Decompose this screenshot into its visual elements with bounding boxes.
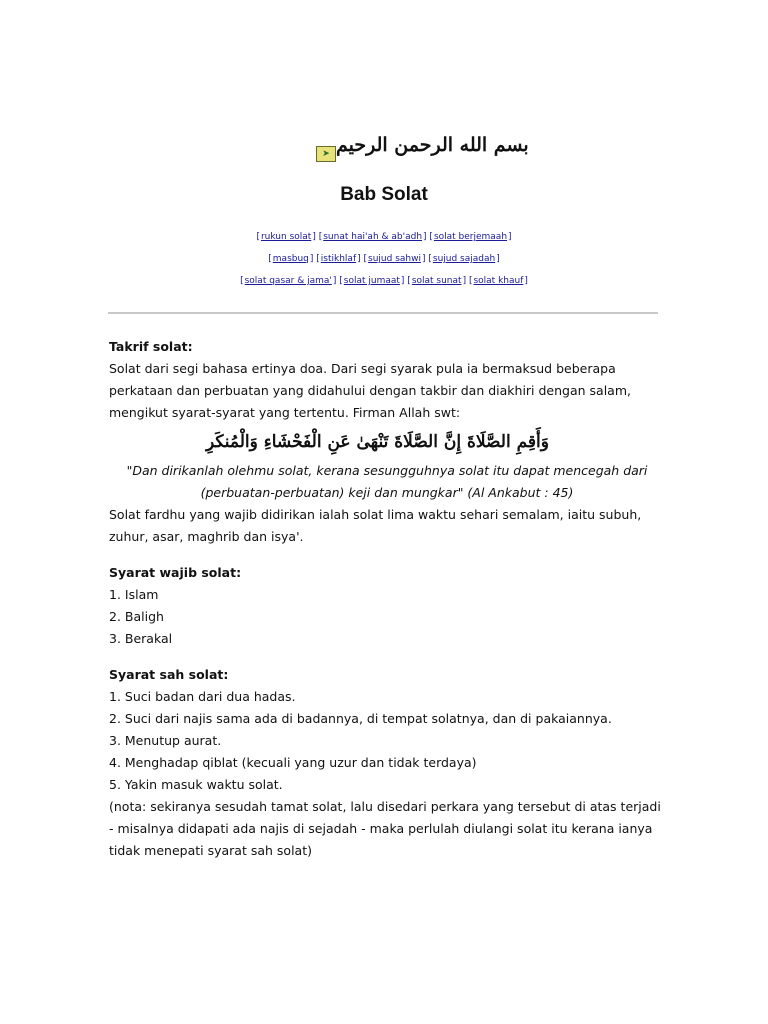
bismillah-arabic: بسم الله الرحمن الرحيم	[336, 134, 529, 156]
nota-paragraph: (nota: sekiranya sesudah tamat solat, lalu disedari perkara yang tersebut di atas terjadi - misalnya didapati ada najis di sejadah - maka perlulah diulangi solat itu kerana ianya tidak menepati syarat sah solat)	[109, 799, 661, 858]
nav-row-1: [rukun solat] [sunat hai'ah & ab'adh] [solat berjemaah]	[256, 232, 512, 242]
nav-link-solat-sunat[interactable]: solat sunat	[411, 276, 462, 286]
nav-link-solat-qasar-jama[interactable]: solat qasar & jama'	[244, 276, 332, 286]
nav-link-solat-jumaat[interactable]: solat jumaat	[343, 276, 400, 286]
arrow-badge-icon: ➤	[316, 146, 336, 162]
list-item: 3. Berakal	[109, 631, 173, 646]
syarat-sah-heading: Syarat sah solat:	[109, 667, 229, 682]
nav-link-solat-khauf[interactable]: solat khauf	[473, 276, 524, 286]
list-item: 4. Menghadap qiblat (kecuali yang uzur dan tidak terdaya)	[109, 755, 477, 770]
nav-link-rukun-solat[interactable]: rukun solat	[260, 232, 312, 242]
article-body	[109, 336, 665, 862]
verse-arabic: وَأَقِمِ الصَّلَاةَ إِنَّ الصَّلَاةَ تَنْهَىٰ عَنِ الْفَحْشَاءِ وَالْمُنكَرِ	[205, 432, 549, 452]
fardhu-paragraph: Solat fardhu yang wajib didirikan ialah solat lima waktu sehari semalam, iaitu subuh, zuhur, asar, maghrib dan isya'.	[109, 507, 642, 544]
bismillah-calligraphy	[316, 126, 529, 164]
nav-link-istikhlaf[interactable]: istikhlaf	[320, 254, 357, 264]
page-title: Bab Solat	[340, 184, 428, 205]
list-item: 1. Suci badan dari dua hadas.	[109, 689, 296, 704]
verse-translation: "Dan dirikanlah olehmu solat, kerana sesungguhnya solat itu dapat mencegah dari (perbuatan-perbuatan) keji dan mungkar" (Al Ankabut : 45)	[126, 463, 648, 500]
syarat-wajib-heading: Syarat wajib solat:	[109, 565, 242, 580]
quran-verse	[109, 426, 665, 460]
list-item: 3. Menutup aurat.	[109, 733, 222, 748]
list-item: 5. Yakin masuk waktu solat.	[109, 777, 283, 792]
nav-link-sujud-sahwi[interactable]: sujud sahwi	[368, 254, 421, 264]
divider	[108, 312, 658, 314]
takrif-paragraph: Solat dari segi bahasa ertinya doa. Dari segi syarak pula ia bermaksud beberapa perkataan dan perbuatan yang didahului dengan takbir dan diakhiri dengan salam, mengikut syarat-syarat yang tertentu. Firman Allah swt:	[109, 361, 631, 420]
list-item: 2. Baligh	[109, 609, 164, 624]
nav-link-solat-berjemaah[interactable]: solat berjemaah	[433, 232, 508, 242]
list-item: 2. Suci dari najis sama ada di badannya, di tempat solatnya, dan di pakaiannya.	[109, 711, 612, 726]
nav-row-2: [masbuq] [istikhlaf] [sujud sahwi] [sujud sajadah]	[268, 254, 500, 264]
nav-link-sujud-sajadah[interactable]: sujud sajadah	[432, 254, 496, 264]
list-item: 1. Islam	[109, 587, 159, 602]
takrif-heading: Takrif solat:	[109, 339, 193, 354]
nav-row-3: [solat qasar & jama'] [solat jumaat] [solat sunat] [solat khauf]	[240, 276, 528, 286]
nav-link-sunat-haiah[interactable]: sunat hai'ah & ab'adh	[323, 232, 423, 242]
nav-link-masbuq[interactable]: masbuq	[272, 254, 309, 264]
